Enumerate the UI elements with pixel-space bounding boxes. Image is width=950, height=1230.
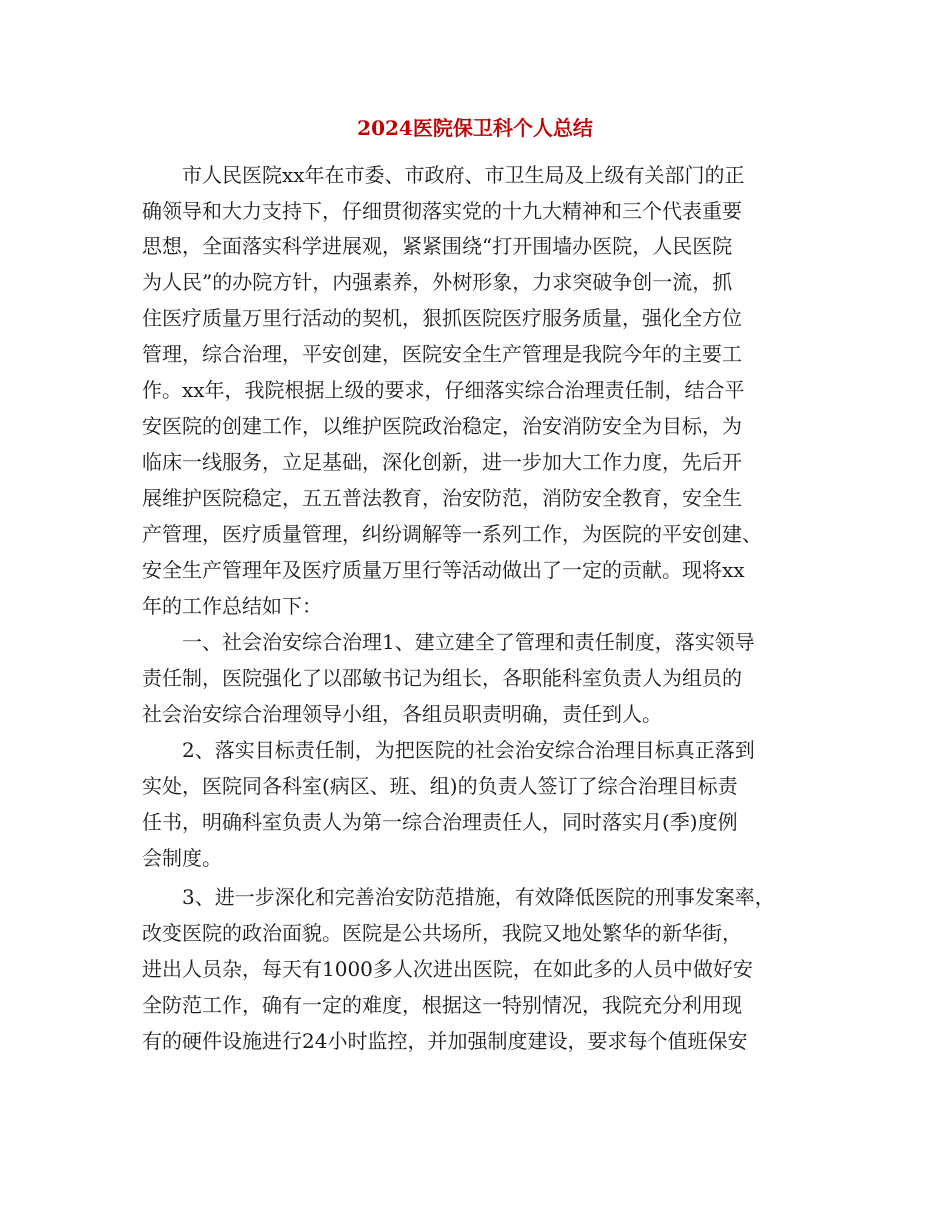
body-line: 思想，全面落实科学进展观，紧紧围绕“打开围墙办医院，人民医院 [142, 234, 733, 258]
body-line: 会制度。 [142, 846, 222, 870]
body-line: 一、社会治安综合治理1、建立建全了管理和责任制度，落实领导 [142, 630, 755, 654]
body-line: 住医疗质量万里行活动的契机，狠抓医院医疗服务质量，强化全方位 [142, 306, 742, 330]
body-line: 临床一线服务，立足基础，深化创新，进一步加大工作力度，先后开 [142, 450, 742, 474]
body-line: 改变医院的政治面貌。医院是公共场所，我院又地处繁华的新华街， [142, 921, 742, 945]
body-line: 市人民医院xx年在市委、市政府、市卫生局及上级有关部门的正 [142, 163, 745, 187]
body-line: 管理，综合治理，平安创建，医院安全生产管理是我院今年的主要工 [142, 342, 742, 366]
document-title: 2024医院保卫科个人总结 [357, 116, 593, 140]
body-line: 进出人员杂，每天有1000多人次进出医院，在如此多的人员中做好安 [142, 957, 753, 981]
body-line: 任书，明确科室负责人为第一综合治理责任人，同时落实月(季)度例 [142, 810, 738, 834]
body-line: 责任制，医院强化了以邵敏书记为组长，各职能科室负责人为组员的 [142, 666, 742, 690]
body-line: 实处，医院同各科室(病区、班、组)的负责人签订了综合治理目标责 [142, 774, 738, 798]
body-line: 安全生产管理年及医疗质量万里行等活动做出了一定的贡献。现将xx [142, 558, 745, 582]
body-line: 作。xx年，我院根据上级的要求，仔细落实综合治理责任制，结合平 [142, 378, 745, 402]
body-line: 2、落实目标责任制，为把医院的社会治安综合治理目标真正落到 [142, 738, 755, 762]
body-line: 全防范工作，确有一定的难度，根据这一特别情况，我院充分利用现 [142, 993, 742, 1017]
body-line: 安医院的创建工作，以维护医院政治稳定，治安消防安全为目标，为 [142, 414, 742, 438]
body-line: 有的硬件设施进行24小时监控，并加强制度建设，要求每个值班保安 [142, 1029, 748, 1053]
body-line: 为人民”的办院方针，内强素养，外树形象，力求突破争创一流，抓 [142, 270, 733, 294]
body-line: 年的工作总结如下： [142, 594, 322, 618]
body-line: 产管理，医疗质量管理，纠纷调解等一系列工作，为医院的平安创建、 [142, 522, 762, 546]
body-line: 社会治安综合治理领导小组，各组员职责明确，责任到人。 [142, 702, 662, 726]
body-line: 确领导和大力支持下，仔细贯彻落实党的十九大精神和三个代表重要 [142, 199, 742, 223]
body-line: 展维护医院稳定，五五普法教育，治安防范，消防安全教育，安全生 [142, 486, 742, 510]
body-line: 3、进一步深化和完善治安防范措施，有效降低医院的刑事发案率， [142, 885, 775, 909]
